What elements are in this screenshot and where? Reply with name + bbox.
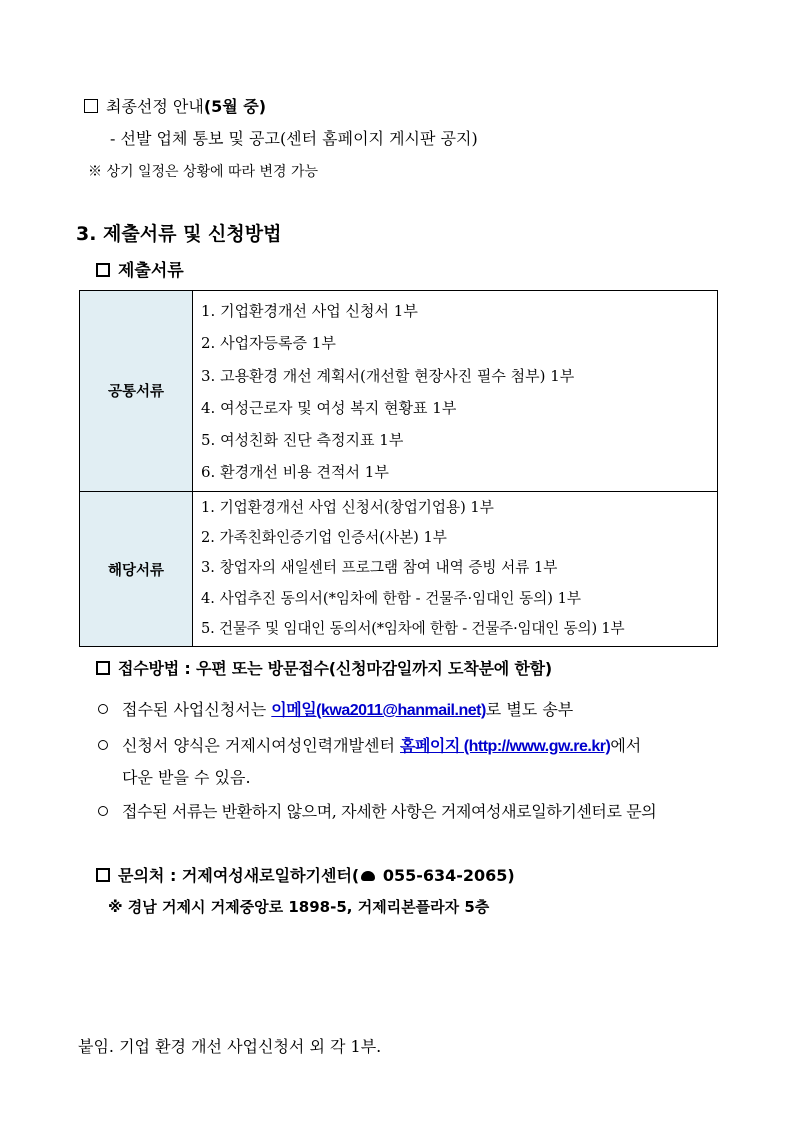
checkbox-square-icon [84,99,98,113]
schedule-note: ※ 상기 일정은 상황에 따라 변경 가능 [88,164,319,180]
final-selection-detail: - 선발 업체 통보 및 공고(센터 홈페이지 게시판 공지) [110,129,478,148]
list-item: 2. 사업자등록증 1부 [201,334,336,353]
phone-icon [361,871,375,881]
homepage-link[interactable]: 홈페이지 (http://www.gw.re.kr) [400,738,611,755]
docs-heading: 제출서류 [96,256,184,281]
list-item: 4. 사업추진 동의서(*임차에 한함 - 건물주·임대인 동의) 1부 [201,589,581,607]
applicable-docs-label: 해당서류 [80,491,193,646]
table-row [80,291,718,492]
list-item: 1. 기업환경개선 사업 신청서 1부 [201,302,418,320]
return-note-item: 접수된 서류는 반환하지 않으며, 자세한 사항은 거제여성새로일하기센터로 문의 [98,799,656,822]
list-item: 4. 여성근로자 및 여성 복지 현황표 1부 [201,398,457,417]
list-item: 5. 건물주 및 임대인 동의서(*임차에 한함 - 건물주·임대인 동의) 1부 [201,619,625,637]
contact-heading: 문의처 : 거제여성새로일하기센터( 055-634-2065) [96,863,515,886]
bullet-circle-icon [98,740,108,750]
email-submission-item: 접수된 사업신청서는 이메일(kwa2011@hanmail.net)로 별도 송부 [98,697,573,720]
list-item: 2. 가족친화인증기업 인증서(사본) 1부 [201,529,447,547]
final-selection-heading: 최종선정 안내(5월 중) [84,94,266,117]
common-docs-cell [193,291,718,492]
checkbox-square-icon [96,661,110,675]
checkbox-square-icon [96,263,110,277]
applicable-docs-list [193,492,717,646]
documents-table [79,290,718,647]
table-row [80,491,718,646]
common-docs-label: 공통서류 [80,291,193,492]
attachment-note: 붙임. 기업 환경 개선 사업신청서 외 각 1부. [78,1037,382,1056]
applicable-docs-cell [193,491,718,646]
list-item: 6. 환경개선 비용 견적서 1부 [201,463,389,482]
section-3-title: 3. 제출서류 및 신청방법 [76,223,282,245]
common-docs-list [193,291,717,491]
method-heading: 접수방법 : 우편 또는 방문접수(신청마감일까지 도착분에 한함) [96,656,552,679]
address-note: ※ 경남 거제시 거제중앙로 1898-5, 거제리본플라자 5층 [108,898,490,916]
list-item: 1. 기업환경개선 사업 신청서(창업기업용) 1부 [201,498,494,516]
form-download-item: 신청서 양식은 거제시여성인력개발센터 홈페이지 (http://www.gw.re.kr)에서 [98,733,641,756]
list-item: 3. 창업자의 새일센터 프로그램 참여 내역 증빙 서류 1부 [201,559,558,577]
checkbox-square-icon [96,868,110,882]
bullet-circle-icon [98,704,108,714]
list-item: 3. 고용환경 개선 계획서(개선할 현장사진 필수 첨부) 1부 [201,366,575,385]
email-link[interactable]: 이메일(kwa2011@hanmail.net) [271,702,486,719]
bullet-circle-icon [98,806,108,816]
list-item: 5. 여성친화 진단 측정지표 1부 [201,431,404,450]
form-download-line2: 다운 받을 수 있음. [122,768,251,787]
